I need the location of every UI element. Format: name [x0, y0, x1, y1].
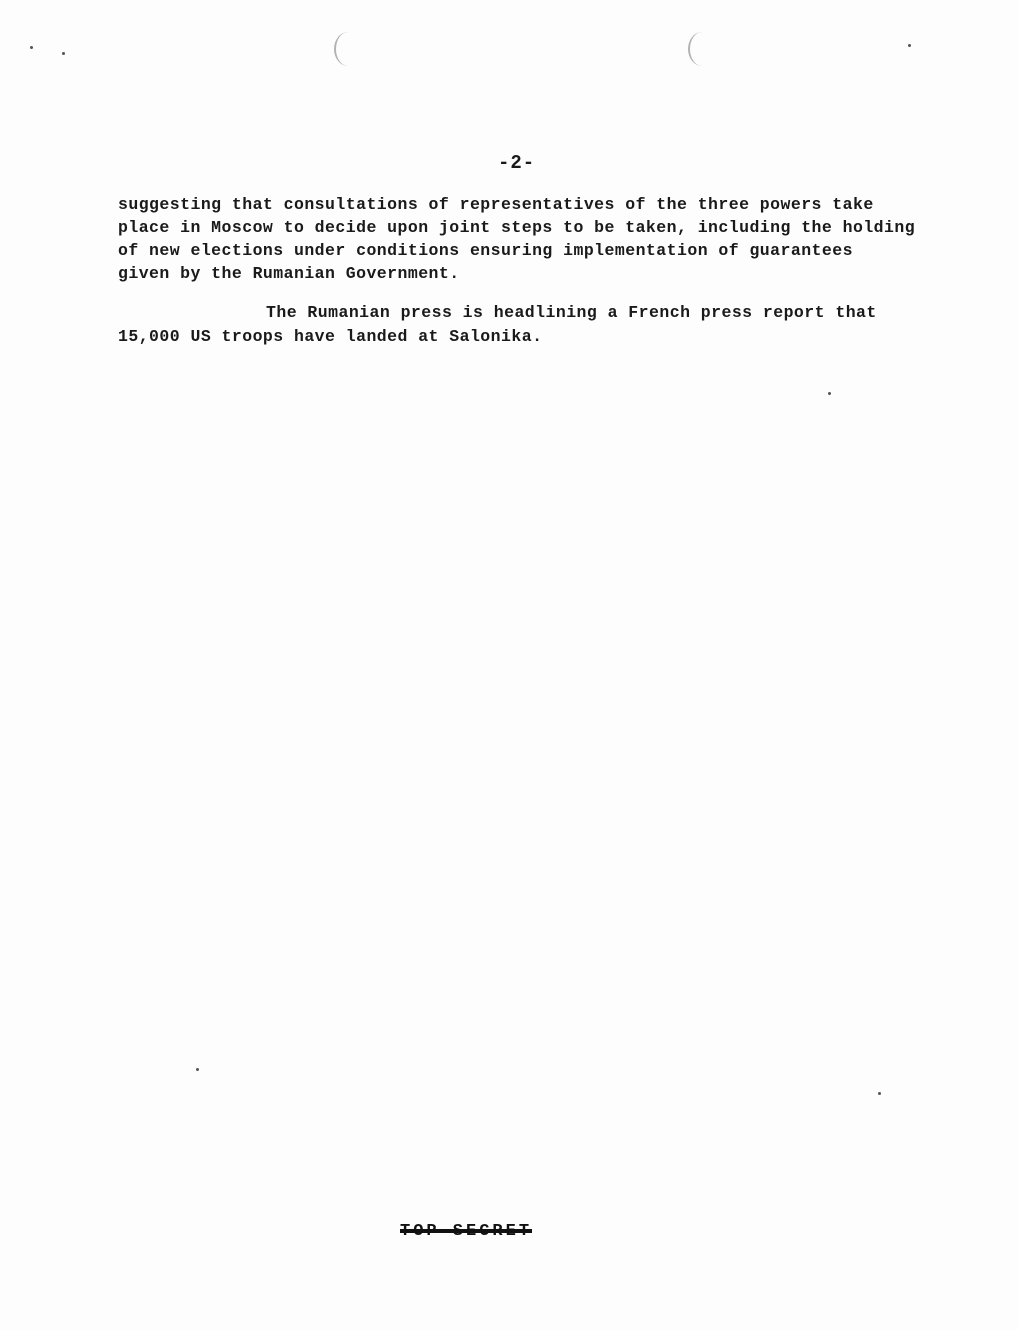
punch-hole-left: [334, 32, 362, 66]
scan-speck: [62, 52, 65, 55]
punch-hole-right: [688, 32, 716, 66]
classification-marking: TOP SECRET: [400, 1222, 533, 1241]
paragraph-2-line-2: 15,000 US troops have landed at Salonika.: [118, 327, 543, 346]
scan-speck: [878, 1092, 881, 1095]
paragraph-1-line-1: suggesting that consultations of representatives of the three powers take: [118, 195, 874, 214]
paragraph-1-line-3: of new elections under conditions ensuring implementation of guarantees: [118, 241, 853, 260]
paragraph-2-line-1: The Rumanian press is headlining a French press report that: [266, 303, 877, 322]
scan-speck: [196, 1068, 199, 1071]
page-number: -2-: [498, 152, 536, 174]
paragraph-1-line-4: given by the Rumanian Government.: [118, 264, 460, 283]
scan-speck: [908, 44, 911, 47]
scan-speck: [30, 46, 33, 49]
scan-speck: [828, 392, 831, 395]
paragraph-1-line-2: place in Moscow to decide upon joint steps to be taken, including the holding: [118, 218, 916, 237]
